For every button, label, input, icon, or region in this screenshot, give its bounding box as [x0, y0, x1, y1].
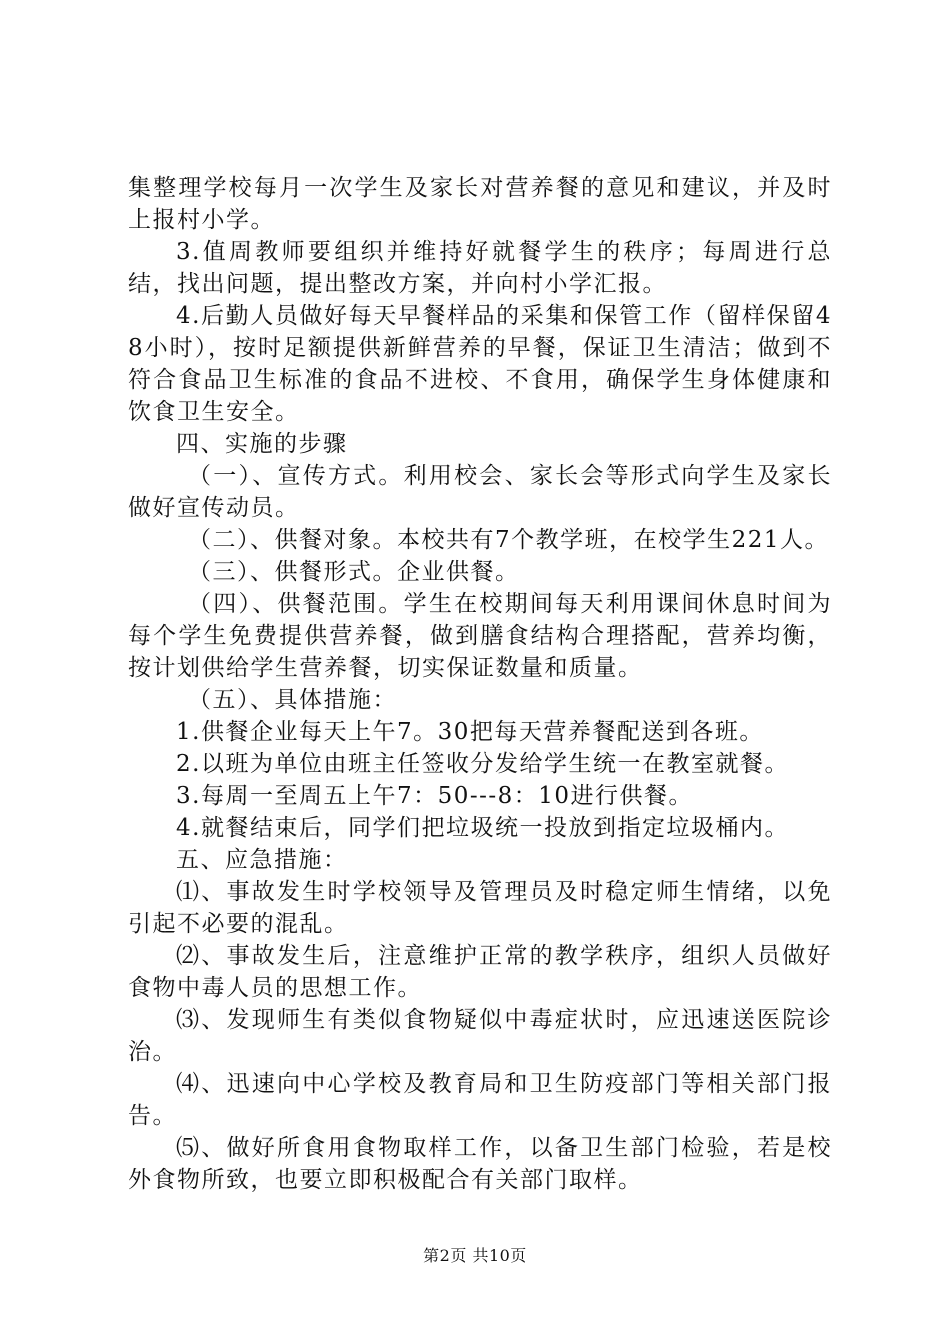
measure-item-4: 4.就餐结束后，同学们把垃圾统一投放到指定垃圾桶内。	[176, 815, 789, 841]
emergency-item-3: ⑶、发现师生有类似食物疑似中毒症状时，应迅速送医院诊治。	[128, 1007, 832, 1065]
paragraph-step-5: （五）、具体措施：	[188, 687, 397, 713]
paragraph-step-1: （一）、宣传方式。利用校会、家长会等形式向学生及家长做好宣传动员。	[128, 463, 832, 521]
measure-item-3: 3.每周一至周五上午7：50---8：10进行供餐。	[176, 783, 694, 809]
paragraph-continued: 集整理学校每月一次学生及家长对营养餐的意见和建议，并及时上报村小学。	[128, 175, 832, 233]
measure-item-2: 2.以班为单位由班主任签收分发给学生统一在教室就餐。	[176, 751, 789, 777]
measure-item-1: 1.供餐企业每天上午7。30把每天营养餐配送到各班。	[176, 719, 764, 745]
paragraph-item-4: 4.后勤人员做好每天早餐样品的采集和保管工作（留样保留48小时），按时足额提供新鲜营养的早餐，保证卫生清洁；做到不符合食品卫生标准的食品不进校、不食用，确保学生身体健康和饮食卫生安全。	[128, 303, 832, 425]
paragraph-step-4: （四）、供餐范围。学生在校期间每天利用课间休息时间为每个学生免费提供营养餐，做到膳食结构合理搭配，营养均衡，按计划供给学生营养餐，切实保证数量和质量。	[128, 591, 832, 681]
paragraph-item-3: 3.值周教师要组织并维持好就餐学生的秩序；每周进行总结，找出问题，提出整改方案，并向村小学汇报。	[128, 239, 832, 297]
paragraph-step-2: （二）、供餐对象。本校共有7个教学班，在校学生221人。	[188, 527, 830, 553]
emergency-item-1: ⑴、事故发生时学校领导及管理员及时稳定师生情绪，以免引起不必要的混乱。	[128, 879, 832, 937]
paragraph-step-3: （三）、供餐形式。企业供餐。	[188, 559, 520, 585]
emergency-item-2: ⑵、事故发生后，注意维护正常的教学秩序，组织人员做好食物中毒人员的思想工作。	[128, 943, 832, 1001]
document-body	[128, 172, 832, 1196]
emergency-item-4: ⑷、迅速向中心学校及教育局和卫生防疫部门等相关部门报告。	[128, 1071, 832, 1129]
section-heading-5: 五、应急措施：	[176, 847, 348, 873]
emergency-item-5: ⑸、做好所食用食物取样工作，以备卫生部门检验，若是校外食物所致，也要立即积极配合有关部门取样。	[128, 1135, 832, 1193]
page-footer: 第2页 共10页	[423, 1246, 527, 1265]
section-heading-4: 四、实施的步骤	[176, 431, 348, 457]
